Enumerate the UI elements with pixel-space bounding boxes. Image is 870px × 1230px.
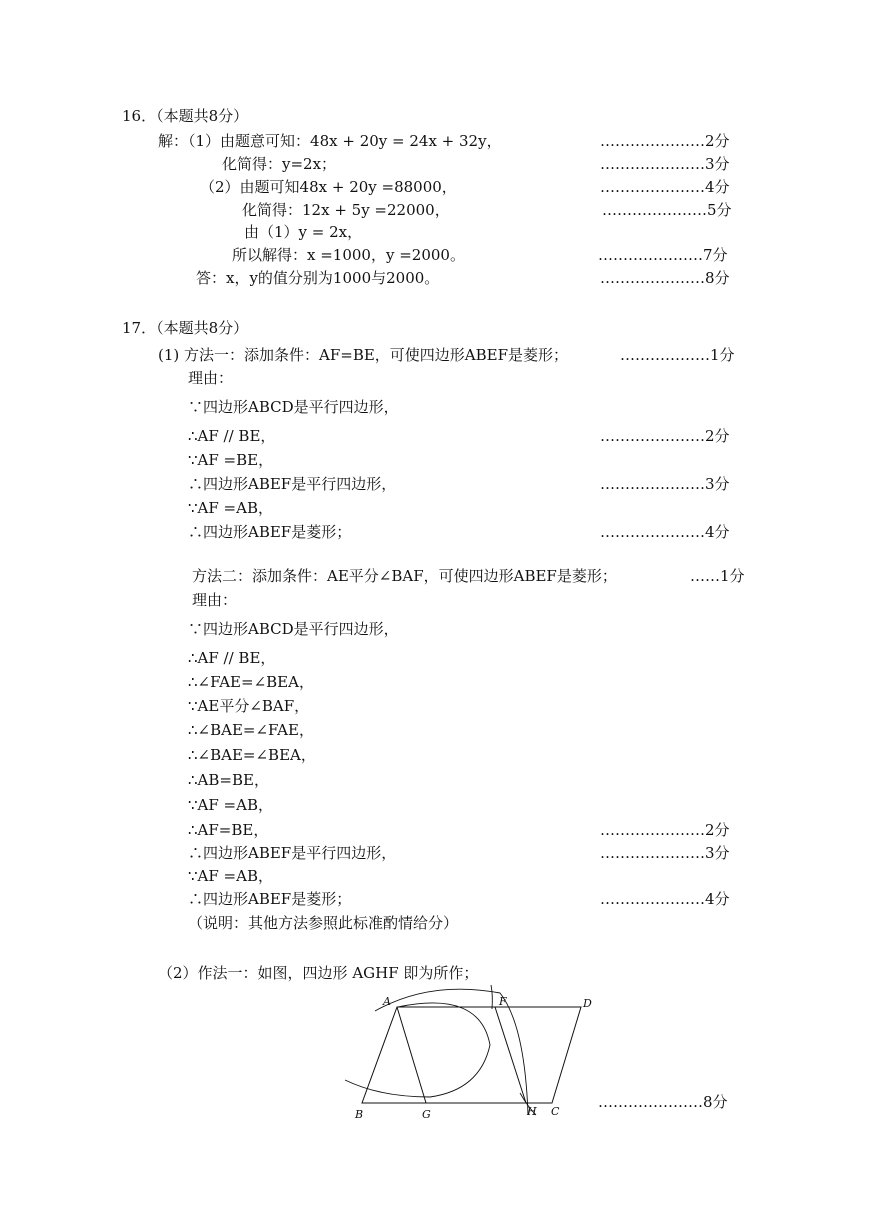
q16-line-5: 由（1）y = 2x，: [244, 223, 363, 241]
q17-m2-line-13: ∵AF =AB，: [188, 867, 273, 885]
q16-score-1: …………………2分: [600, 132, 730, 150]
q17-m2-line-6: ∵AE平分∠BAF，: [188, 697, 310, 715]
q17-m1-line-4: ∴AF // BE，: [188, 427, 276, 445]
q17-p2-line-1: （2）作法一：如图，四边形 AGHF 即为所作；: [158, 964, 479, 982]
q17-m2-line-1: 方法二：添加条件：AE平分∠BAF，可使四边形ABEF是菱形；: [192, 567, 617, 585]
q17-m1-line-8: ∴四边形ABEF是菱形；: [188, 523, 352, 541]
q17-m2-note: （说明：其他方法参照此标准酌情给分）: [188, 914, 459, 932]
q16-line-2: 化简得：y=2x；: [222, 155, 337, 173]
q17-m2-line-8: ∴∠BAE=∠BEA，: [188, 746, 316, 764]
q17-m2-line-4: ∴AF // BE，: [188, 649, 276, 667]
construction-figure: [340, 985, 590, 1125]
parallelogram-abcd: [362, 1007, 581, 1103]
q17-m2-line-2: 理由：: [192, 591, 238, 609]
q17-m2-score-14: …………………4分: [600, 890, 730, 908]
q16-line-7: 答：x，y的值分别为1000与2000。: [196, 269, 440, 287]
q17-m1-line-1: (1) 方法一：添加条件：AF=BE，可使四边形ABEF是菱形；: [158, 346, 569, 364]
arc-from-a: [375, 989, 528, 1115]
q16-line-6: 所以解得：x =1000，y =2000。: [232, 246, 465, 264]
label-a: A: [383, 995, 391, 1008]
q17-m1-line-3: ∵四边形ABCD是平行四边形，: [188, 398, 399, 416]
q17-m2-line-5: ∴∠FAE=∠BEA，: [188, 673, 314, 691]
q16-line-3: （2）由题可知48x + 20y =88000，: [200, 178, 457, 196]
arc-from-b: [345, 1003, 490, 1097]
label-h: H: [527, 1105, 537, 1118]
arc-tick-f: [491, 985, 492, 1009]
label-c: C: [551, 1105, 560, 1118]
q17-m2-line-12: ∴四边形ABEF是平行四边形，: [188, 844, 397, 862]
segment-fh: [495, 1007, 526, 1103]
segment-ag: [397, 1007, 426, 1103]
q17-m1-line-7: ∵AF =AB，: [188, 499, 273, 517]
q16-score-3: …………………4分: [600, 178, 730, 196]
q16-line-1: 解：（1）由题意可知：48x + 20y = 24x + 32y，: [158, 132, 502, 150]
q17-m2-score-11: …………………2分: [600, 821, 730, 839]
q17-m1-score-6: …………………3分: [600, 475, 730, 493]
q16-score-4: …………………5分: [602, 201, 732, 219]
label-d: D: [583, 997, 592, 1010]
q17-m2-line-9: ∴AB=BE，: [188, 771, 269, 789]
q16-score-7: …………………8分: [600, 269, 730, 287]
q17-m1-line-2: 理由：: [188, 369, 234, 387]
q16-header: 16．（本题共8分）: [122, 107, 249, 125]
q17-m2-score-12: …………………3分: [600, 844, 730, 862]
q17-p2-score: …………………8分: [598, 1093, 728, 1111]
q17-m1-score-1: ………………1分: [620, 346, 735, 364]
q17-m2-line-3: ∵四边形ABCD是平行四边形，: [188, 620, 399, 638]
q17-m1-line-6: ∴四边形ABEF是平行四边形，: [188, 475, 397, 493]
q17-header: 17．（本题共8分）: [122, 319, 249, 337]
label-b: B: [355, 1108, 364, 1121]
q17-m2-line-10: ∵AF =AB，: [188, 796, 273, 814]
q17-m1-score-8: …………………4分: [600, 523, 730, 541]
q16-line-4: 化简得：12x + 5y =22000，: [242, 201, 450, 219]
label-g: G: [422, 1108, 431, 1121]
q17-m2-line-14: ∴四边形ABEF是菱形；: [188, 890, 352, 908]
label-f: F: [499, 995, 507, 1008]
q17-m2-score-1: ……1分: [690, 567, 745, 585]
q16-score-6: …………………7分: [598, 246, 728, 264]
q16-score-2: …………………3分: [600, 155, 730, 173]
q17-m1-score-4: …………………2分: [600, 427, 730, 445]
q17-m1-line-5: ∵AF =BE，: [188, 451, 274, 469]
q17-m2-line-11: ∴AF=BE，: [188, 821, 269, 839]
q17-m2-line-7: ∴∠BAE=∠FAE，: [188, 721, 314, 739]
